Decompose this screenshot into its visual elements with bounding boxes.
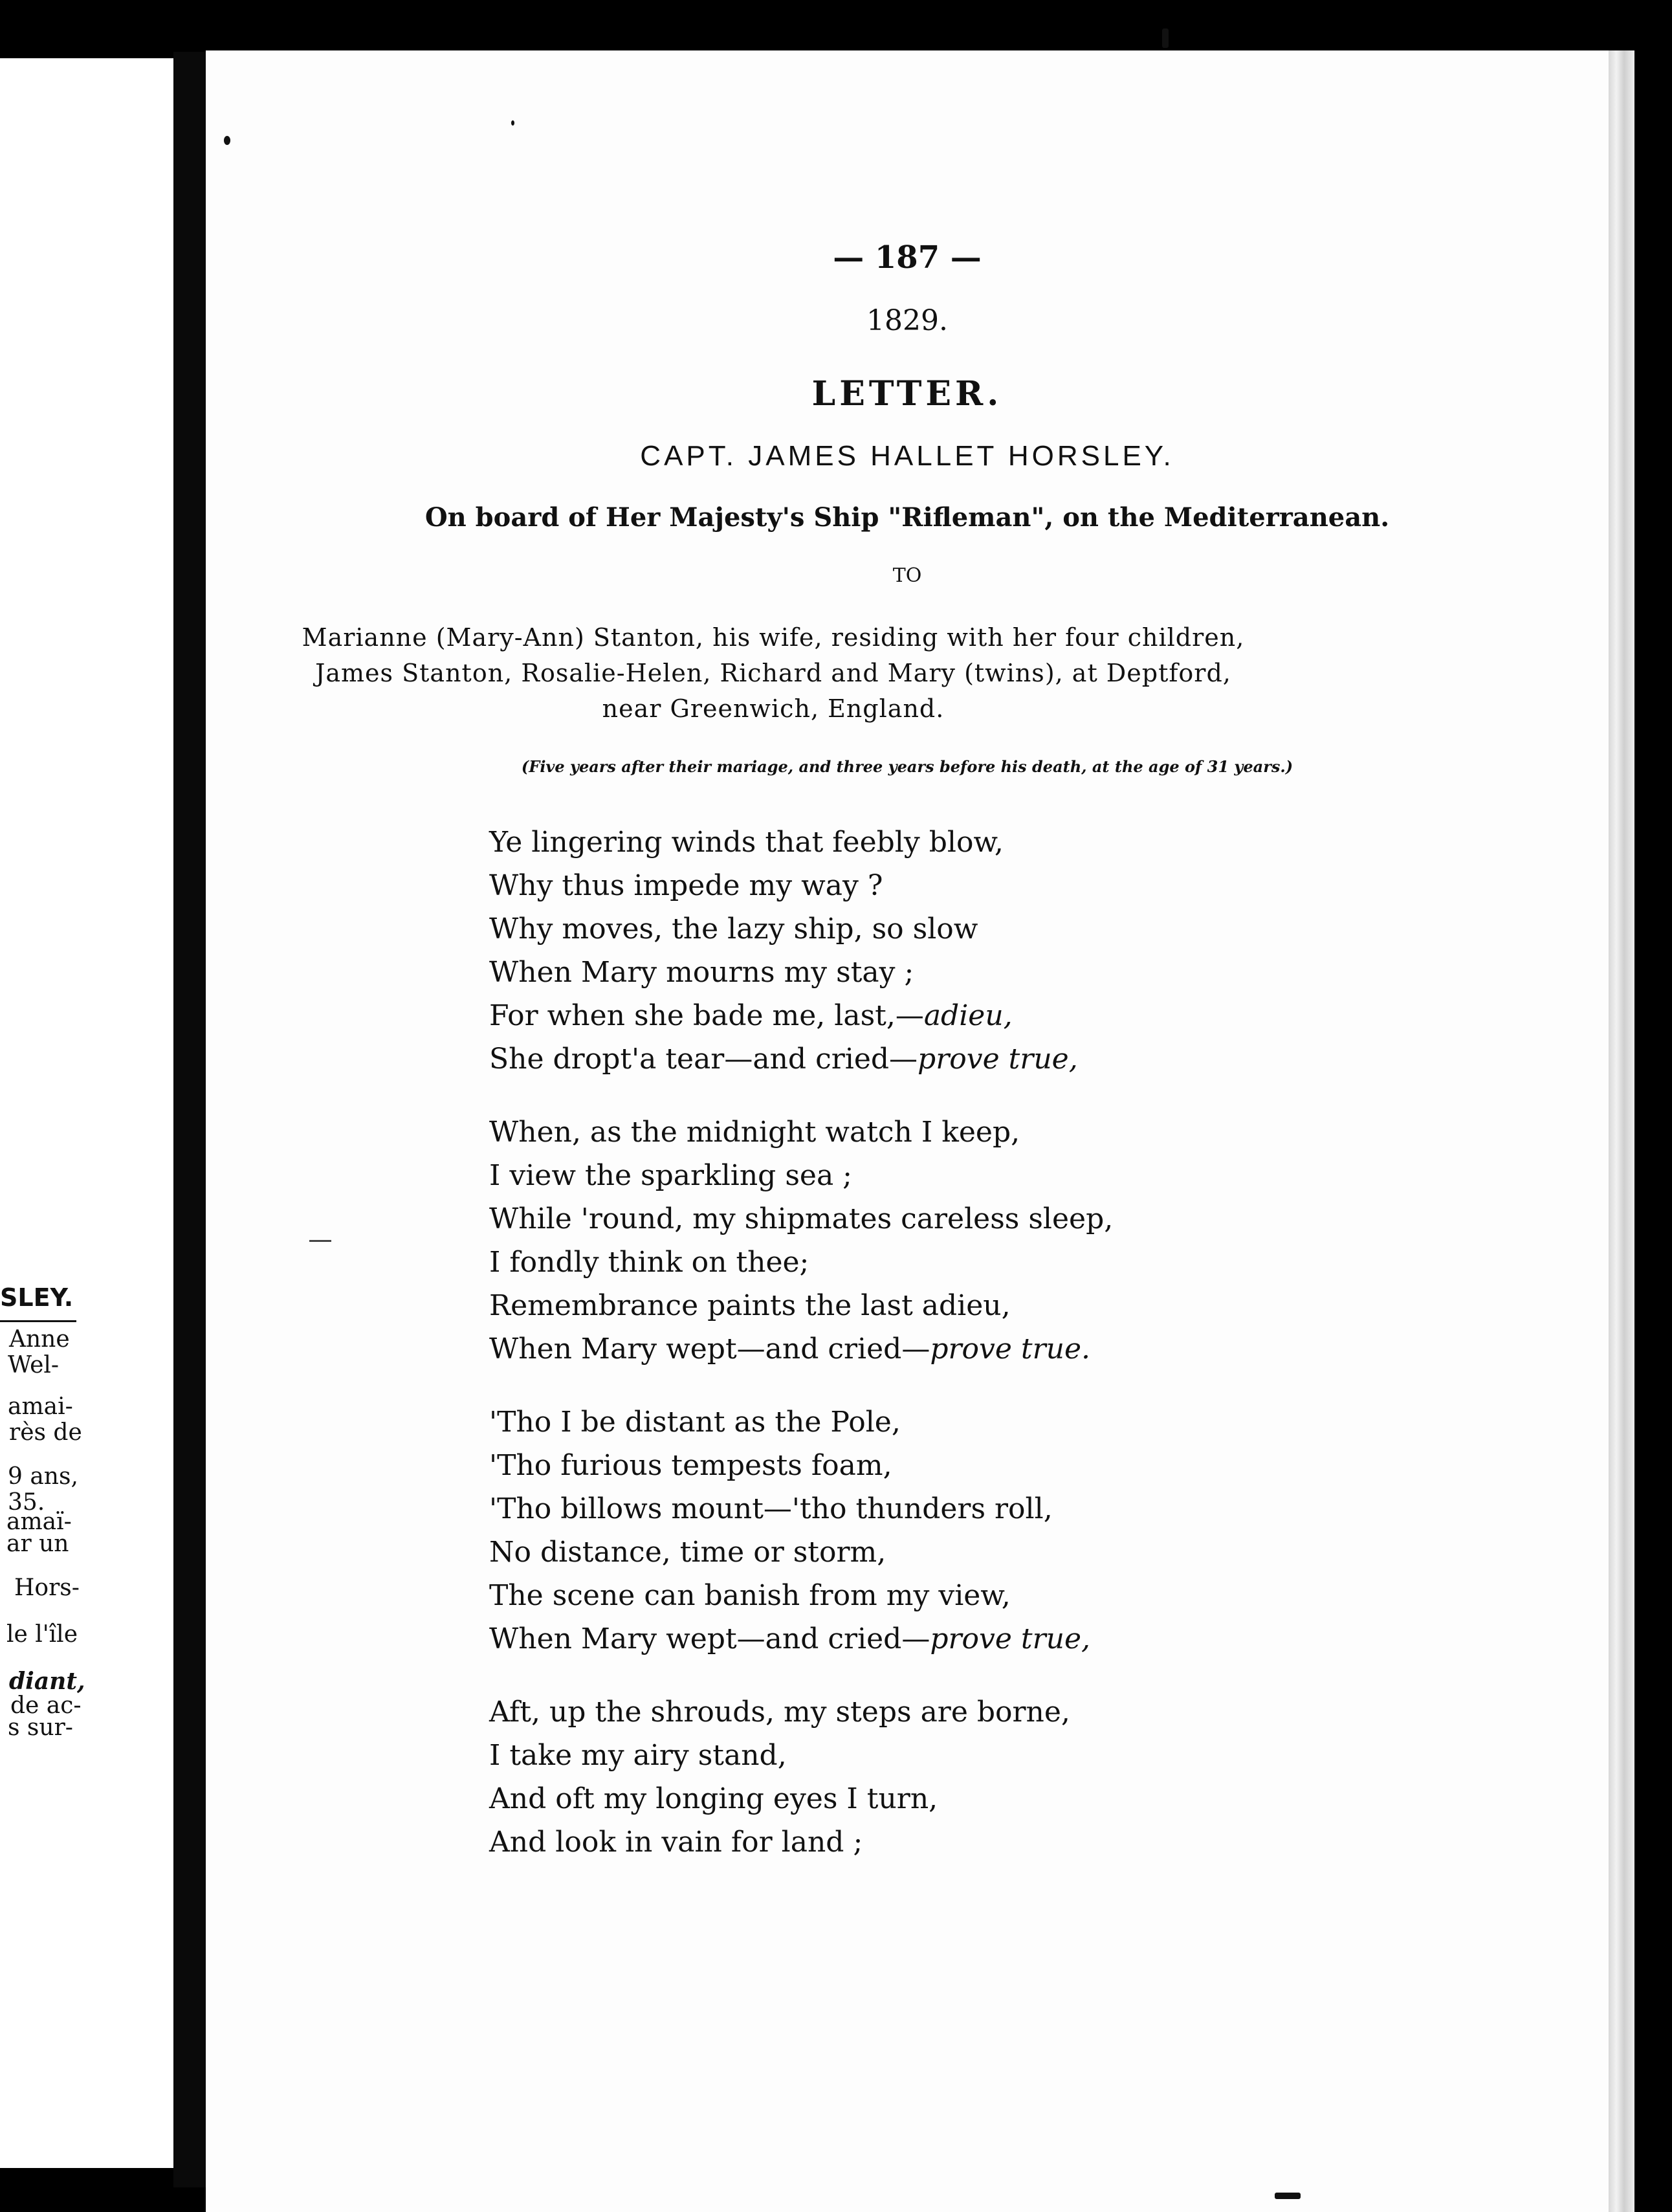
poem-line: Why moves, the lazy ship, so slow [489,912,978,946]
fragment-line: 35. [8,1489,45,1516]
poem-line: And oft my longing eyes I turn, [489,1782,938,1815]
scan-border [1634,0,1672,2211]
poem-line-text: She dropt'a tear—and cried— [489,1043,918,1076]
ship-line: On board of Her Majesty's Ship "Rifleman", on the Mediterranean. [424,502,1390,533]
date-note: (Five years after their mariage, and three years before his death, at the age of 31 years.) [521,757,1293,776]
poem-line-italic: prove true, [930,1622,1090,1655]
fragment-line: Anne [9,1326,70,1353]
page-edge [1609,50,1634,2212]
page-number: — 187 — [833,239,982,276]
poem-line: The scene can banish from my view, [489,1579,1011,1612]
scan-speck [224,136,230,145]
stanza-2 [489,1111,1395,1371]
poem-line: 'Tho I be distant as the Pole, [489,1406,901,1439]
poem-line: Why thus impede my way ? [489,869,883,902]
scan-speck [511,120,514,126]
facing-page [0,58,173,2168]
scan-speck [1162,28,1169,48]
fragment-line: s sur- [8,1714,73,1741]
stanza-3 [489,1400,1395,1661]
poem-line: I take my airy stand, [489,1739,787,1772]
poem-line-text: For when she bade me, last,— [489,999,924,1032]
poem-line [489,1327,1395,1371]
poem-line: 'Tho billows mount—'tho thunders roll, [489,1492,1053,1525]
poem-line [489,1617,1395,1661]
fragment-line: 9 ans, [8,1463,78,1490]
poem-line: When Mary mourns my stay ; [489,956,914,989]
poem-line: Remembrance paints the last adieu, [489,1289,1011,1322]
year-heading: 1829. [866,304,948,337]
fragment-line: diant, [9,1668,85,1695]
poem-line [489,1037,1395,1081]
poem-line: And look in vain for land ; [489,1826,863,1859]
author-line: CAPT. JAMES HALLET HORSLEY. [640,440,1174,472]
stanza-4 [489,1690,1395,1864]
poem-line-text: When Mary wept—and cried— [489,1333,930,1366]
poem-line-italic: prove true, [918,1043,1078,1076]
fragment-line: Wel- [8,1352,60,1378]
addressee-paragraph: Marianne (Mary-Ann) Stanton, his wife, residing with her four children, James Stanton, Rosalie-Helen, Richard and Mary (twins), at Deptford, near Greenwich, England. [302,623,1245,723]
fragment-line: Hors- [14,1575,80,1601]
fragment-line: amaï- [6,1509,72,1535]
letter-title: LETTER. [811,374,1003,414]
fragment-heading: SLEY. [0,1283,74,1312]
page-gutter [173,52,206,2187]
to-label: TO [892,564,922,587]
poem-line: Aft, up the shrouds, my steps are borne, [489,1696,1070,1729]
poem-line: While 'round, my shipmates careless sleep, [489,1202,1114,1235]
poem [489,821,1395,1894]
stanza-1 [489,821,1395,1081]
fragment-line: ar un [6,1531,69,1557]
poem-line: When, as the midnight watch I keep, [489,1116,1020,1149]
stray-mark [309,1240,331,1242]
poem-line: 'Tho furious tempests foam, [489,1449,892,1482]
poem-line: I fondly think on thee; [489,1246,809,1279]
poem-line-text: When Mary wept—and cried— [489,1622,930,1655]
fragment-line: de ac- [10,1692,82,1719]
fragment-line: rès de [9,1419,82,1446]
poem-line-italic: prove true. [930,1333,1090,1366]
poem-line: I view the sparkling sea ; [489,1159,852,1192]
fragment-line: le l'île [6,1621,78,1648]
scan-speck [1275,2193,1301,2199]
poem-line-italic: adieu, [923,999,1013,1032]
fragment-line: amai- [8,1393,73,1420]
fragment-rule [0,1320,76,1322]
poem-line: No distance, time or storm, [489,1536,886,1569]
poem-line: Ye lingering winds that feebly blow, [489,826,1004,859]
poem-line [489,994,1395,1037]
